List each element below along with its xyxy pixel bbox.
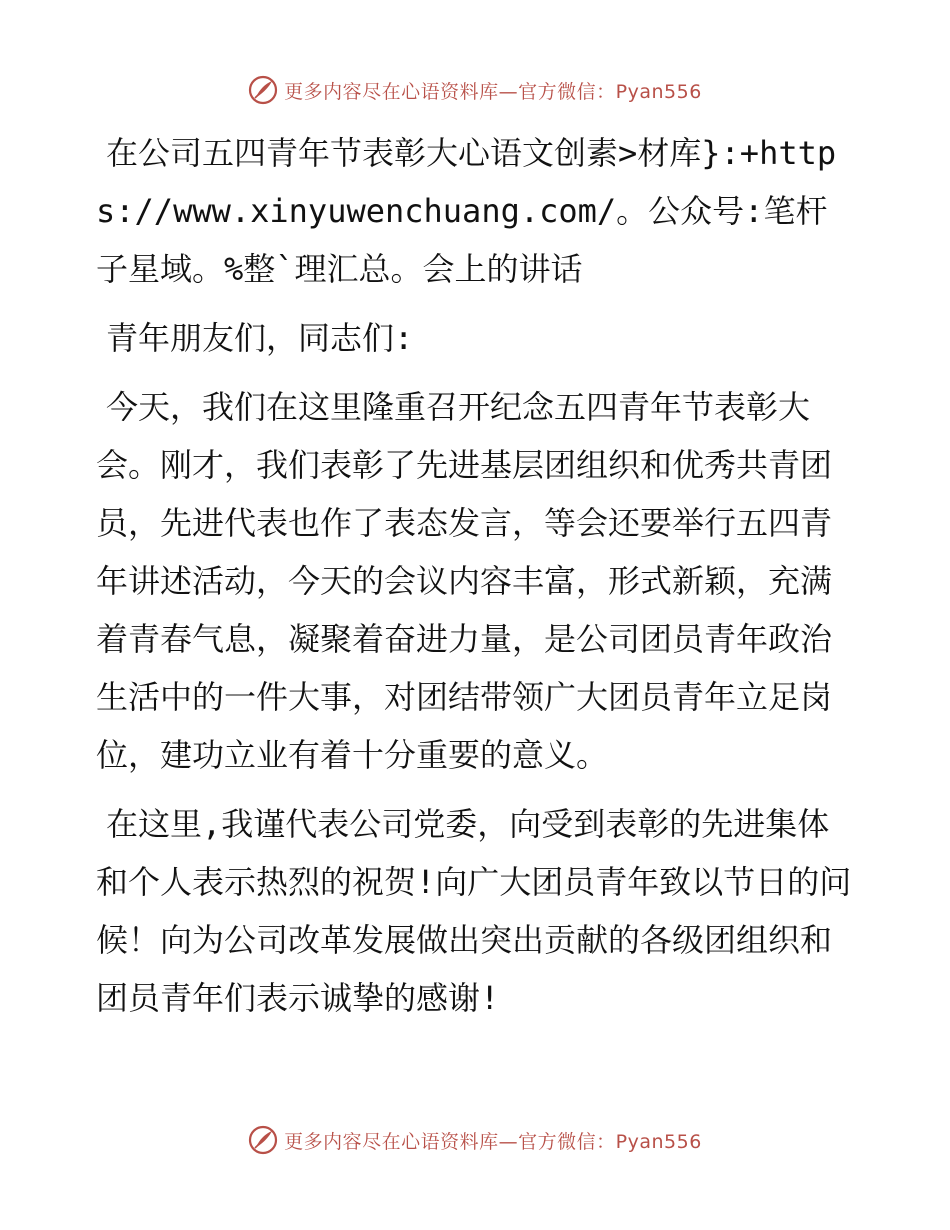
header-watermark-text: 更多内容尽在心语资料库—官方微信：Pyan556 bbox=[284, 80, 702, 103]
body-paragraph: 在这里,我谨代表公司党委，向受到表彰的先进集体和个人表示热烈的祝贺!向广大团员青年致以节日的问候！向为公司改革发展做出突出贡献的各级团组织和团员青年们表示诚挚的感谢! bbox=[96, 805, 852, 1017]
header-watermark-banner bbox=[0, 70, 950, 110]
document-title-paragraph: 在公司五四青年节表彰大心语文创素>材库}:+https://www.xinyuwenchuang.com/。公众号:笔杆子星域。%整`理汇总。会上的讲话 bbox=[96, 134, 837, 288]
body-paragraph: 今天，我们在这里隆重召开纪念五四青年节表彰大会。刚才，我们表彰了先进基层团组织和优秀共青团员，先进代表也作了表态发言，等会还要举行五四青年讲述活动，今天的会议内容丰富，形式新颖，充满着青春气息，凝聚着奋进力量，是公司团员青年政治生活中的一件大事，对团结带领广大团员青年立足岗位，建功立业有着十分重要的意义。 bbox=[96, 388, 833, 774]
footer-watermark-banner bbox=[0, 1120, 950, 1160]
salutation-paragraph: 青年朋友们，同志们: bbox=[106, 319, 414, 357]
feather-quill-logo-icon bbox=[248, 1125, 278, 1155]
feather-quill-logo-icon bbox=[248, 75, 278, 105]
document-body bbox=[96, 124, 856, 1038]
footer-watermark-text: 更多内容尽在心语资料库—官方微信：Pyan556 bbox=[284, 1130, 702, 1153]
